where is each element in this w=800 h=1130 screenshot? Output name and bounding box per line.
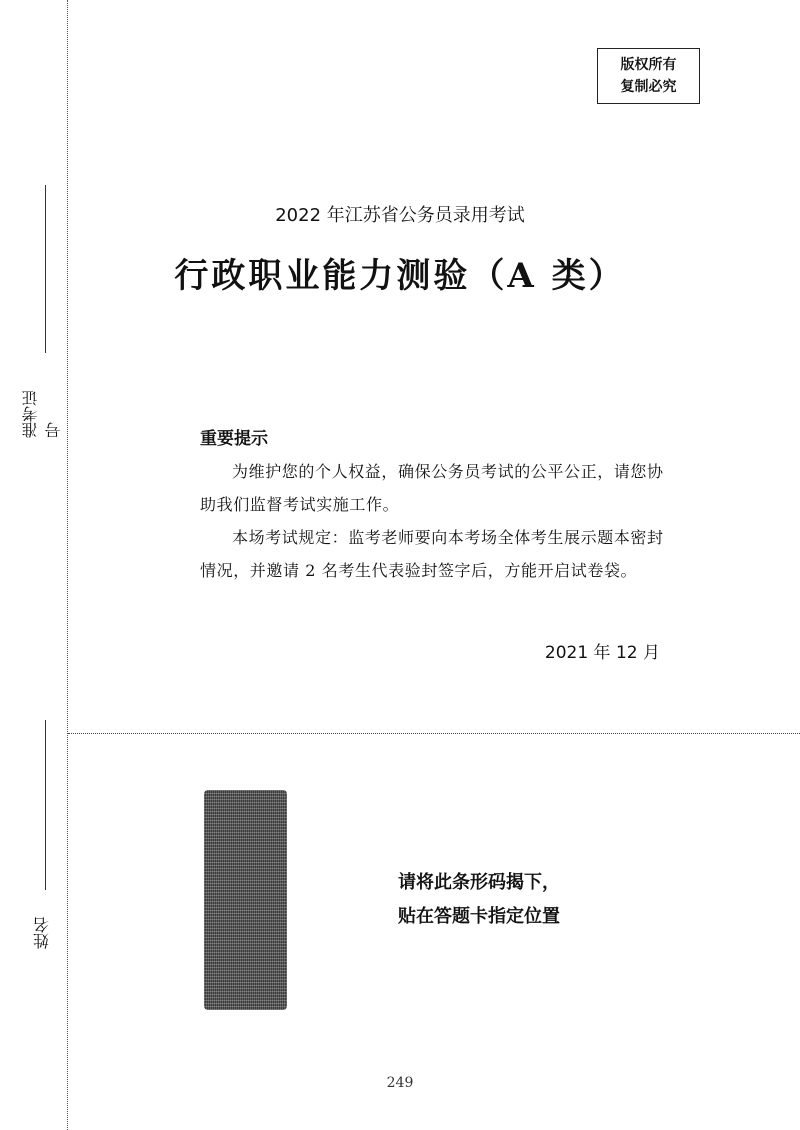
page-number: 249 [386, 1075, 414, 1091]
tear-line [68, 733, 800, 734]
copyright-stamp [597, 48, 700, 104]
notice-heading: 重要提示 [200, 429, 268, 449]
exam-title: 行政职业能力测验（A 类） [174, 256, 626, 296]
name-underline [45, 720, 46, 890]
notice-paragraph: 为维护您的个人权益，确保公务员考试的公平公正，请您协助我们监督考试实施工作。 [200, 462, 664, 514]
candidate-id-label: 准考证号 [21, 390, 63, 438]
notice-date: 2021 年 12 月 [544, 643, 660, 663]
exam-subtitle: 2022 年江苏省公务员录用考试 [275, 205, 525, 226]
copyright-line-1: 版权所有 [620, 57, 677, 73]
barcode-instruction-line-2: 贴在答题卡指定位置 [398, 906, 560, 927]
barcode-instruction-line-1: 请将此条形码揭下， [398, 872, 560, 893]
name-label: 姓名 [32, 917, 52, 949]
binding-margin-line [67, 0, 68, 1130]
barcode-instruction [398, 866, 560, 934]
notice-paragraph: 本场考试规定：监考老师要向本考场全体考生展示题本密封情况，并邀请 2 名考生代表验封签字后，方能开启试卷袋。 [200, 528, 664, 580]
copyright-line-2: 复制必究 [620, 79, 677, 95]
barcode-sticker[interactable] [204, 790, 287, 1010]
